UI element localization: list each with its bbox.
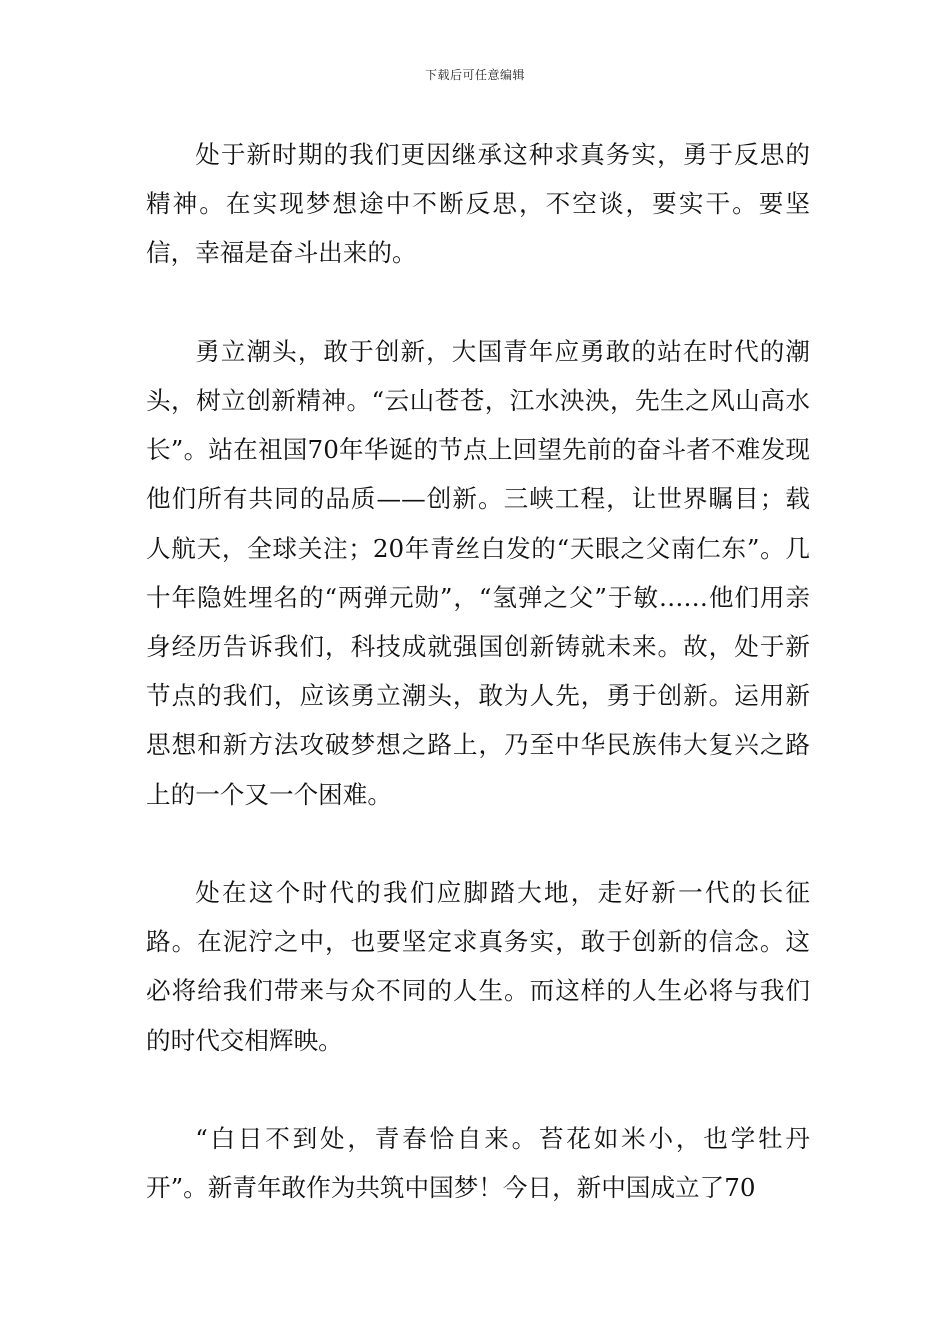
paragraph-gap	[146, 819, 810, 868]
document-body	[146, 130, 810, 1212]
paragraph-3: 处在这个时代的我们应脚踏大地，走好新一代的长征路。在泥泞之中，也要坚定求真务实，敢于创新的信念。这必将给我们带来与众不同的人生。而这样的人生必将与我们的时代交相辉映。	[146, 878, 810, 1055]
page-header: 下载后可任意编辑	[424, 68, 525, 82]
paragraph-gap	[146, 278, 810, 327]
paragraph-2: 勇立潮头，敢于创新，大国青年应勇敢的站在时代的潮头，树立创新精神。“云山苍苍，江水泱泱，先生之风山高水长”。站在祖国70年华诞的节点上回望先前的奋斗者不难发现他们所有共同的品质——创新。三峡工程，让世界瞩目；载人航天，全球关注；20年青丝白发的“天眼之父南仁东”。几十年隐姓埋名的“两弹元勋”，“氢弹之父”于敏……他们用亲身经历告诉我们，科技成就强国创新铸就未来。故，处于新节点的我们，应该勇立潮头，敢为人先，勇于创新。运用新思想和新方法攻破梦想之路上，乃至中华民族伟大复兴之路上的一个又一个困难。	[146, 336, 810, 809]
paragraph-1: 处于新时期的我们更因继承这种求真务实，勇于反思的精神。在实现梦想途中不断反思，不空谈，要实干。要坚信，幸福是奋斗出来的。	[146, 140, 810, 268]
paragraph-4: “白日不到处，青春恰自来。苔花如米小，也学牡丹开”。新青年敢作为共筑中国梦！今日，新中国成立了70	[146, 1124, 810, 1203]
paragraph-gap	[146, 1065, 810, 1114]
